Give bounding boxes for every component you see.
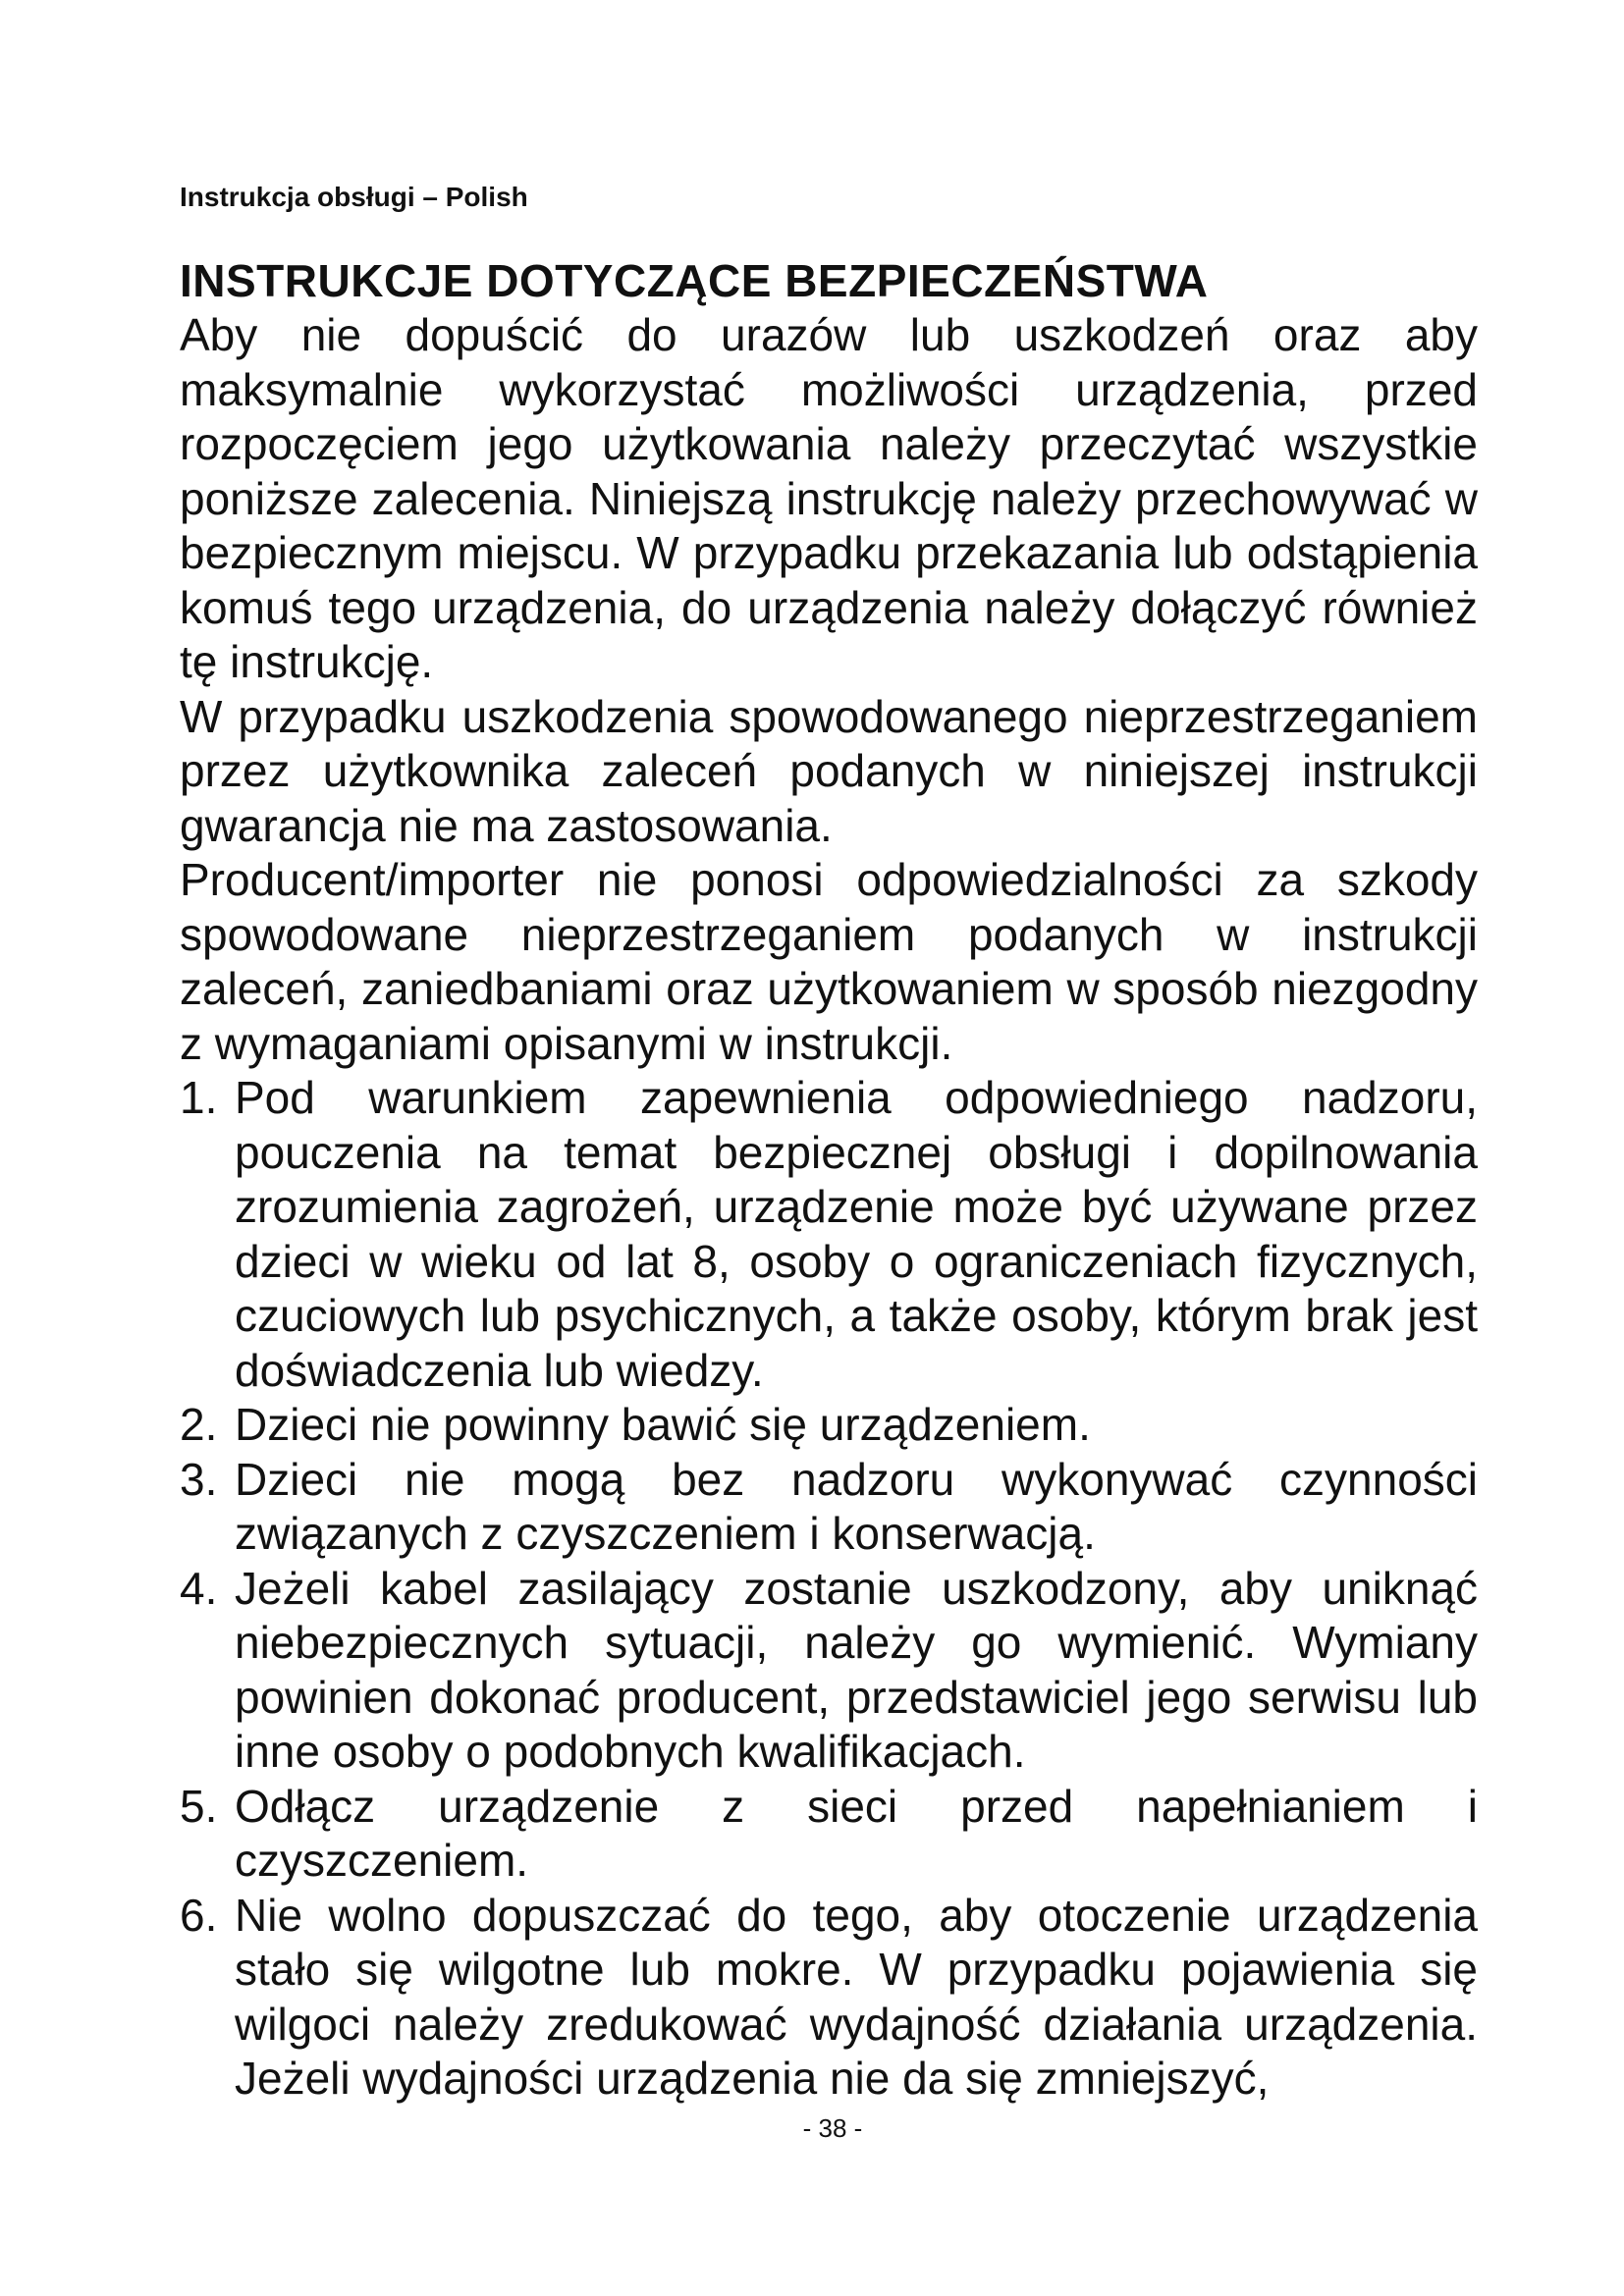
list-item-number: 2. — [180, 1399, 218, 1450]
liability-paragraph: Producent/importer nie ponosi odpowiedzialności za szkody spowodowane nieprzestrzeganiem podanych w instrukcji zaleceń, zaniedbaniami oraz użytkowaniem w sposób niezgodny z wymaganiami opisanymi w instrukcji. — [180, 854, 1478, 1069]
list-item-number: 3. — [180, 1453, 218, 1505]
list-item-text: Pod warunkiem zapewnienia odpowiedniego nadzoru, pouczenia na temat bezpiecznej obsługi i dopilnowania zrozumienia zagrożeń, urządzenie może być używane przez dzieci w wieku od lat 8, osoby o ograniczeniach fizycznych, czuciowych lub psychicznych, a także osoby, którym brak jest doświadczenia lub wiedzy. — [235, 1072, 1478, 1396]
list-item-text: Nie wolno dopuszczać do tego, aby otoczenie urządzenia stało się wilgotne lub mokre. W przypadku pojawienia się wilgoci należy zredukować wydajność działania urządzenia. Jeżeli wydajności urządzenia nie da się zmniejszyć, — [235, 1889, 1478, 2104]
safety-section — [180, 253, 1478, 2107]
warranty-paragraph: W przypadku uszkodzenia spowodowanego nieprzestrzeganiem przez użytkownika zaleceń podanych w niniejszej instrukcji gwarancja nie ma zastosowania. — [180, 690, 1478, 851]
list-item — [180, 1889, 1478, 2107]
list-item-number: 5. — [180, 1780, 218, 1832]
list-item — [180, 1398, 1478, 1453]
document-page — [180, 0, 1486, 2296]
list-item — [180, 1562, 1478, 1780]
list-item-number: 6. — [180, 1889, 218, 1941]
list-item — [180, 1780, 1478, 1889]
intro-paragraph: Aby nie dopuścić do urazów lub uszkodzeń oraz aby maksymalnie wykorzystać możliwości urządzenia, przed rozpoczęciem jego użytkowania należy przeczytać wszystkie poniższe zalecenia. Niniejszą instrukcję należy przechowywać w bezpiecznym miejscu. W przypadku przekazania lub odstąpienia komuś tego urządzenia, do urządzenia należy dołączyć również tę instrukcję. — [180, 309, 1478, 687]
list-item-number: 4. — [180, 1562, 218, 1614]
list-item-text: Dzieci nie mogą bez nadzoru wykonywać czynności związanych z czyszczeniem i konserwacją. — [235, 1453, 1478, 1559]
running-header: Instrukcja obsługi – Polish — [180, 182, 528, 212]
section-title: INSTRUKCJE DOTYCZĄCE BEZPIECZEŃSTWA — [180, 255, 1209, 306]
list-item-number: 1. — [180, 1072, 218, 1123]
list-item-text: Jeżeli kabel zasilający zostanie uszkodzony, aby uniknąć niebezpiecznych sytuacji, należy go wymienić. Wymiany powinien dokonać producent, przedstawiciel jego serwisu lub inne osoby o podobnych kwalifikacjach. — [235, 1562, 1478, 1777]
list-item-text: Dzieci nie powinny bawić się urządzeniem. — [235, 1399, 1091, 1450]
list-item — [180, 1453, 1478, 1562]
page-number: - 38 - — [802, 2113, 863, 2143]
list-item-text: Odłącz urządzenie z sieci przed napełnianiem i czyszczeniem. — [235, 1780, 1478, 1886]
list-item — [180, 1071, 1478, 1398]
safety-instructions-list — [180, 1071, 1478, 2107]
